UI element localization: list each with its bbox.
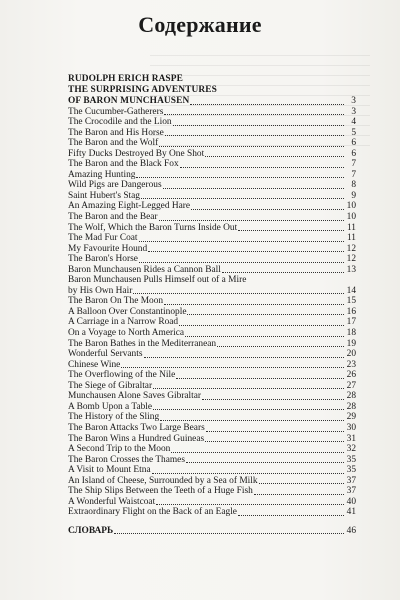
story-title: Munchausen Alone Saves Gibraltar — [68, 391, 202, 402]
toc-entry[interactable] — [68, 265, 356, 276]
page-number: 37 — [346, 486, 356, 497]
table-of-contents — [68, 74, 356, 536]
story-title: The Mad Fur Coat — [68, 233, 138, 244]
page-number: 17 — [346, 317, 356, 328]
story-title: The Wolf, Which the Baron Turns Inside Out — [68, 222, 238, 233]
leader-dots — [191, 208, 344, 210]
story-title: Wonderful Servants — [68, 349, 143, 360]
story-title: An Amazing Eight-Legged Hare — [68, 201, 191, 212]
toc-entry[interactable] — [68, 402, 356, 413]
toc-entry[interactable] — [68, 444, 356, 455]
page-number: 12 — [346, 254, 356, 265]
page-number: 14 — [346, 285, 356, 296]
story-list — [68, 107, 356, 518]
page-number: 27 — [346, 380, 356, 391]
story-title: Wild Pigs are Dangerous — [68, 180, 162, 191]
leader-dots — [180, 166, 344, 168]
page-number: 15 — [346, 296, 356, 307]
toc-entry[interactable] — [68, 307, 356, 318]
story-title: Baron Munchausen Rides a Cannon Ball — [68, 264, 221, 275]
page-number: 13 — [346, 264, 356, 275]
toc-entry[interactable] — [68, 391, 356, 402]
toc-entry[interactable] — [68, 370, 356, 381]
leader-dots — [153, 408, 344, 410]
leader-dots — [179, 324, 344, 326]
leader-dots — [171, 451, 344, 453]
story-title: A Carriage in a Narrow Road — [68, 317, 179, 328]
page-number: 7 — [351, 169, 356, 180]
toc-entry[interactable] — [68, 191, 356, 202]
page-number: 29 — [346, 412, 356, 423]
story-title: The Baron and the Bear — [68, 212, 158, 223]
leader-dots — [190, 103, 344, 105]
toc-entry[interactable] — [68, 412, 356, 423]
toc-entry[interactable] — [68, 149, 356, 160]
page-number: 7 — [351, 159, 356, 170]
toc-entry[interactable] — [68, 507, 356, 518]
leader-dots — [133, 292, 344, 294]
leader-dots — [176, 377, 344, 379]
leader-dots — [144, 356, 345, 358]
story-title: The Baron and the Wolf — [68, 138, 159, 149]
story-title-line-1: Baron Munchausen Pulls Himself out of a Mire — [68, 275, 247, 286]
glossary-title: СЛОВАРЬ — [68, 525, 114, 536]
toc-entry[interactable] — [68, 159, 356, 170]
story-title: A Visit to Mount Etna — [68, 465, 151, 476]
toc-entry[interactable] — [68, 212, 356, 223]
toc-entry[interactable] — [68, 317, 356, 328]
toc-entry[interactable] — [68, 328, 356, 339]
toc-entry[interactable] — [68, 128, 356, 139]
glossary-entry[interactable] — [68, 526, 356, 537]
leader-dots — [202, 398, 344, 400]
leader-dots — [164, 303, 344, 305]
book-title-line-1: THE SURPRISING ADVENTURES — [68, 85, 217, 95]
story-title: The Cucumber-Gatherers — [68, 106, 164, 117]
page-number: 6 — [351, 148, 356, 159]
leader-dots — [206, 430, 344, 432]
toc-entry[interactable] — [68, 476, 356, 487]
story-title: Chinese Wine — [68, 359, 121, 370]
toc-entry[interactable] — [68, 201, 356, 212]
page-number: 6 — [351, 138, 356, 149]
leader-dots — [136, 176, 344, 178]
story-title: The Baron On The Moon — [68, 296, 164, 307]
page-number: 12 — [346, 243, 356, 254]
story-title: The Overflowing of the Nile — [68, 370, 176, 381]
toc-entry[interactable] — [68, 170, 356, 181]
book-title-entry[interactable] — [68, 96, 356, 107]
page-number: 4 — [351, 117, 356, 128]
page-number: 35 — [346, 465, 356, 476]
leader-dots — [205, 440, 344, 442]
leader-dots — [185, 335, 344, 337]
page-number: 8 — [351, 180, 356, 191]
leader-dots — [159, 219, 344, 221]
page-number: 5 — [351, 127, 356, 138]
leader-dots — [164, 113, 344, 115]
story-title: The Crocodile and the Lion — [68, 117, 172, 128]
toc-entry[interactable] — [68, 107, 356, 118]
page-number: 11 — [346, 233, 356, 244]
leader-dots — [121, 366, 344, 368]
toc-entry[interactable] — [68, 349, 356, 360]
toc-entry[interactable] — [68, 423, 356, 434]
page-number: 35 — [346, 454, 356, 465]
toc-entry[interactable] — [68, 486, 356, 497]
leader-dots — [152, 472, 344, 474]
page-number: 18 — [346, 328, 356, 339]
page-number: 30 — [346, 422, 356, 433]
toc-entry[interactable] — [68, 296, 356, 307]
leader-dots — [217, 345, 344, 347]
page-number: 40 — [346, 496, 356, 507]
story-title: The Baron and the Black Fox — [68, 159, 179, 170]
toc-entry[interactable] — [68, 497, 356, 508]
leader-dots — [156, 503, 344, 505]
toc-entry[interactable] — [68, 223, 356, 234]
story-title: The Ship Slips Between the Teeth of a Huge Fish — [68, 486, 253, 497]
story-title: A Bomb Upon a Table — [68, 401, 153, 412]
leader-dots — [259, 482, 344, 484]
author-name: RUDOLPH ERICH RASPE — [68, 74, 183, 84]
story-title: My Favourite Hound — [68, 243, 148, 254]
page-number: 32 — [346, 444, 356, 455]
page-number: 41 — [346, 507, 356, 518]
leader-dots — [114, 532, 344, 534]
page-number: 9 — [351, 190, 356, 201]
story-title: A Wonderful Waistcoat — [68, 496, 156, 507]
leader-dots — [165, 134, 344, 136]
leader-dots — [222, 271, 344, 273]
page-number: 10 — [346, 201, 356, 212]
story-title: The Baron Wins a Hundred Guineas — [68, 433, 205, 444]
toc-entry[interactable] — [68, 434, 356, 445]
story-title: Extraordinary Flight on the Back of an Eagle — [68, 507, 237, 518]
section-heading — [68, 74, 356, 107]
leader-dots — [141, 197, 344, 199]
leader-dots — [139, 261, 344, 263]
leader-dots — [153, 387, 344, 389]
leader-dots — [159, 145, 344, 147]
toc-entry[interactable] — [68, 381, 356, 392]
toc-entry[interactable] — [68, 286, 356, 297]
page-title: Содержание — [138, 12, 262, 37]
leader-dots — [238, 514, 344, 516]
page-number: 28 — [346, 401, 356, 412]
page-number: 31 — [346, 433, 356, 444]
toc-entry[interactable] — [68, 254, 356, 265]
leader-dots — [186, 461, 344, 463]
story-title: The Baron and His Horse — [68, 127, 164, 138]
leader-dots — [163, 187, 344, 189]
story-title: Saint Hubert's Stag — [68, 190, 140, 201]
leader-dots — [139, 240, 344, 242]
toc-entry[interactable] — [68, 117, 356, 128]
page-number: 3 — [351, 96, 356, 106]
story-title: Fifty Ducks Destroyed By One Shot — [68, 148, 205, 159]
story-title: The Baron Attacks Two Large Bears — [68, 422, 205, 433]
leader-dots — [173, 124, 344, 126]
story-title: A Second Trip to the Moon — [68, 444, 171, 455]
page-number: 23 — [346, 359, 356, 370]
story-title: The History of the Sling — [68, 412, 160, 423]
story-title: An Island of Cheese, Surrounded by a Sea of Milk — [68, 475, 258, 486]
story-title: by His Own Hair — [68, 285, 133, 296]
story-title: The Baron's Horse — [68, 254, 138, 265]
leader-dots — [160, 419, 344, 421]
story-title: On a Voyage to North America — [68, 328, 185, 339]
toc-entry[interactable] — [68, 465, 356, 476]
toc-entry[interactable] — [68, 180, 356, 191]
toc-entry[interactable] — [68, 233, 356, 244]
page-number: 26 — [346, 370, 356, 381]
toc-entry[interactable] — [68, 138, 356, 149]
page-number: 28 — [346, 391, 356, 402]
toc-entry[interactable] — [68, 339, 356, 350]
page-number: 10 — [346, 212, 356, 223]
page-number: 46 — [346, 525, 356, 536]
toc-entry[interactable] — [68, 455, 356, 466]
toc-entry[interactable] — [68, 244, 356, 255]
leader-dots — [254, 493, 344, 495]
page-number: 11 — [346, 222, 356, 233]
leader-dots — [205, 155, 344, 157]
story-title: The Baron Crosses the Thames — [68, 454, 185, 465]
page-number: 3 — [351, 106, 356, 117]
leader-dots — [238, 229, 344, 231]
page-number: 20 — [346, 349, 356, 360]
story-title: The Baron Bathes in the Mediterranean — [68, 338, 217, 349]
story-title: Amazing Hunting — [68, 169, 136, 180]
page-number: 19 — [346, 338, 356, 349]
page-number: 37 — [346, 475, 356, 486]
leader-dots — [148, 250, 344, 252]
story-title: The Siege of Gibraltar — [68, 380, 153, 391]
toc-entry[interactable] — [68, 360, 356, 371]
leader-dots — [187, 313, 344, 315]
page-number: 16 — [346, 306, 356, 317]
story-title: A Balloon Over Constantinople — [68, 306, 187, 317]
book-title-line-2: OF BARON MUNCHAUSEN — [68, 96, 190, 106]
